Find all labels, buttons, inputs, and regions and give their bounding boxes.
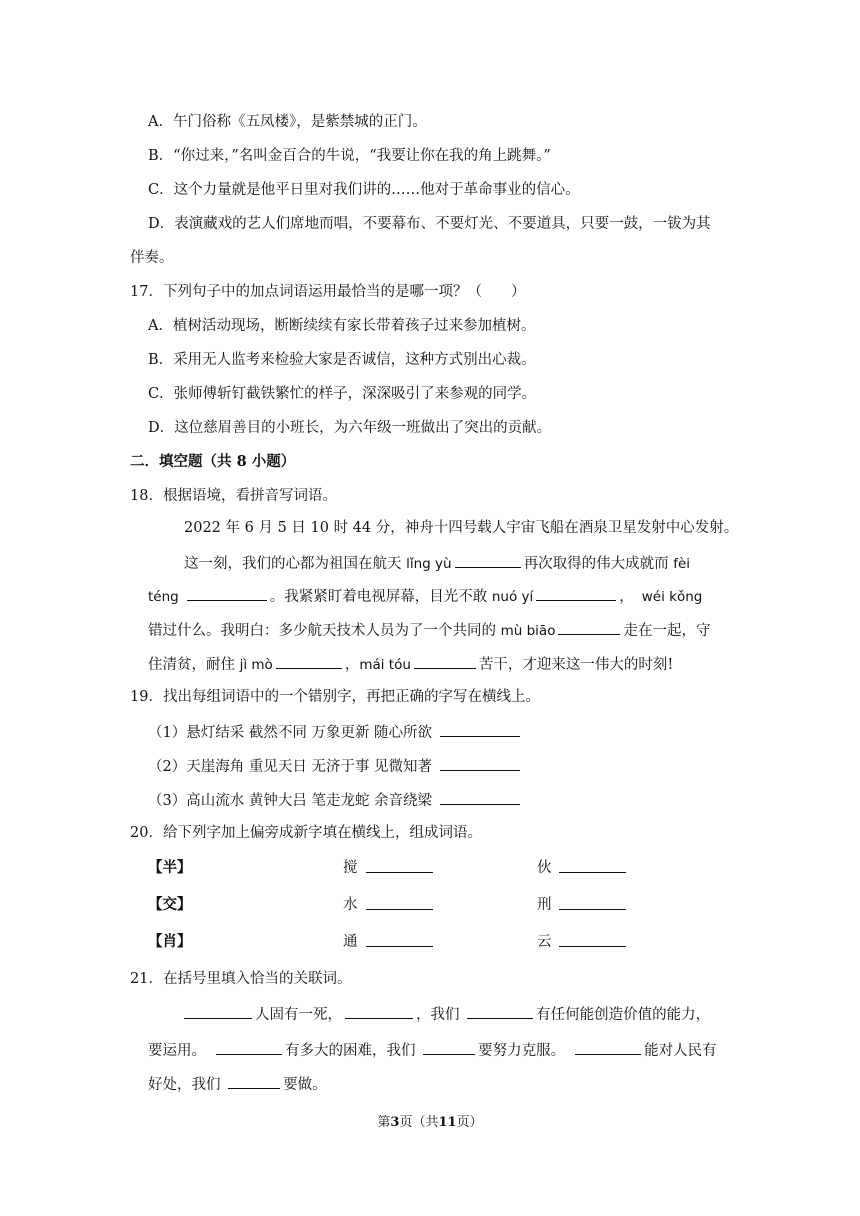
q21-blank-3[interactable] bbox=[467, 1003, 533, 1019]
answer-blank-2[interactable] bbox=[187, 585, 267, 601]
q20-row-1 bbox=[0, 858, 860, 878]
q19-blank-1[interactable] bbox=[440, 721, 520, 737]
section-suffix: 小题） bbox=[246, 453, 296, 470]
q20-word: 水 bbox=[343, 897, 358, 913]
answer-blank-4[interactable] bbox=[558, 619, 620, 635]
q20-char: 【半】 bbox=[148, 859, 192, 876]
pinyin-feiteng-1: fèi bbox=[673, 556, 690, 572]
q20-blank[interactable] bbox=[366, 946, 433, 947]
page-number: 3 bbox=[390, 1115, 400, 1130]
section-title: 填空题（共 bbox=[159, 453, 237, 470]
q21-blank-4[interactable] bbox=[216, 1039, 282, 1055]
q19-blank-3[interactable] bbox=[440, 789, 520, 805]
q20-row-3 bbox=[0, 932, 860, 952]
q17-option-d: D．这位慈眉善目的小班长，为六年级一班做出了突出的贡献。 bbox=[148, 420, 552, 436]
q21-blank-2[interactable] bbox=[345, 1003, 413, 1019]
q17-stem: 17．下列句子中的加点词语运用最恰当的是哪一项？（ ） bbox=[130, 284, 526, 300]
q16-option-d-cont: 伴奏。 bbox=[130, 250, 174, 266]
q17-option-c: C．张师傅斩钉截铁繁忙的样子，深深吸引了来参观的同学。 bbox=[148, 386, 537, 402]
q16-option-b: B．“你过来，”名叫金百合的牛说，“我要让你在我的角上跳舞。” bbox=[148, 148, 551, 164]
q21-blank-7[interactable] bbox=[228, 1073, 280, 1089]
pinyin-feiteng-2: téng bbox=[148, 589, 179, 605]
q18-paragraph-line2: 这一刻，我们的心都为祖国在航天 lǐng yù 再次取得的伟大成就而 fèi bbox=[184, 552, 690, 574]
q19-item-2: （2）天崖海角 重见天日 无济于事 见微知著 bbox=[148, 755, 523, 777]
q19-item-1: （1）悬灯结采 截然不同 万象更新 随心所欲 bbox=[148, 721, 523, 743]
q20-word: 通 bbox=[343, 934, 358, 950]
q20-word: 搅 bbox=[343, 860, 358, 876]
q20-row-2 bbox=[0, 895, 860, 915]
q20-blank[interactable] bbox=[366, 872, 433, 873]
answer-blank-6[interactable] bbox=[414, 653, 476, 669]
q21-line2: 要运用。 有多大的困难，我们 要努力克服。 能对人民有 bbox=[148, 1039, 717, 1061]
q20-blank[interactable] bbox=[559, 872, 626, 873]
pinyin-maitou: mái tóu bbox=[359, 657, 411, 673]
pinyin-mubiao: mù biāo bbox=[500, 623, 556, 639]
q20-char: 【肖】 bbox=[148, 933, 192, 950]
page-footer: 第3页（共11页） bbox=[377, 1115, 483, 1130]
pinyin-lingyu: lǐng yù bbox=[406, 556, 452, 572]
q21-line3: 好处，我们 要做。 bbox=[148, 1073, 327, 1095]
answer-blank-1[interactable] bbox=[455, 552, 521, 568]
q17-option-a: A．植树活动现场，断断续续有家长带着孩子过来参加植树。 bbox=[148, 318, 536, 334]
q20-stem: 20．给下列字加上偏旁成新字填在横线上，组成词语。 bbox=[130, 825, 482, 841]
q18-paragraph-line1: 2022 年 6 月 5 日 10 时 44 分，神舟十四号载人宇宙飞船在酒泉卫星发射中心发射。 bbox=[184, 520, 739, 536]
section-number: 二． bbox=[130, 453, 159, 470]
q21-blank-6[interactable] bbox=[575, 1039, 641, 1055]
q19-blank-2[interactable] bbox=[440, 755, 520, 771]
q21-blank-5[interactable] bbox=[423, 1039, 475, 1055]
q21-stem: 21．在括号里填入恰当的关联词。 bbox=[130, 971, 352, 987]
q20-word: 云 bbox=[537, 934, 552, 950]
q19-item-3: （3）高山流水 黄钟大吕 笔走龙蛇 余音绕梁 bbox=[148, 789, 523, 811]
q21-line1: 人固有一死， ，我们 有任何能创造价值的能力， bbox=[184, 1003, 710, 1025]
q20-word: 伙 bbox=[537, 860, 552, 876]
q20-char: 【交】 bbox=[148, 896, 192, 913]
answer-blank-3[interactable] bbox=[536, 585, 616, 601]
q20-blank[interactable] bbox=[559, 946, 626, 947]
pinyin-jimo: jì mò bbox=[239, 657, 273, 673]
q16-option-a: A．午门俗称《五凤楼》，是紫禁城的正门。 bbox=[148, 114, 427, 130]
q18-stem: 18．根据语境，看拼音写词语。 bbox=[130, 488, 337, 504]
pinyin-nuoyi: nuó yí bbox=[491, 589, 534, 605]
section-count: 8 bbox=[236, 453, 247, 470]
section-heading bbox=[130, 452, 295, 472]
q20-blank[interactable] bbox=[366, 909, 433, 910]
q18-paragraph-line3: téng 。我紧紧盯着电视屏幕，目光不敢 nuó yí ， wéi kǒng bbox=[148, 585, 702, 607]
page-total: 11 bbox=[438, 1115, 457, 1130]
q19-stem: 19．找出每组词语中的一个错别字，再把正确的字写在横线上。 bbox=[130, 689, 540, 705]
pinyin-weikong: wéi kǒng bbox=[641, 589, 703, 605]
q20-blank[interactable] bbox=[559, 909, 626, 910]
q20-word: 刑 bbox=[537, 897, 552, 913]
q16-option-c: C．这个力量就是他平日里对我们讲的……他对于革命事业的信心。 bbox=[148, 182, 580, 198]
q17-option-b: B．采用无人监考来检验大家是否诚信，这种方式别出心裁。 bbox=[148, 352, 536, 368]
q18-paragraph-line5: 住清贫，耐住 jì mò ，mái tóu 苦干，才迎来这一伟大的时刻! bbox=[148, 653, 673, 675]
q21-blank-1[interactable] bbox=[184, 1003, 252, 1019]
answer-blank-5[interactable] bbox=[276, 653, 342, 669]
q16-option-d: D．表演藏戏的艺人们席地而唱，不要幕布、不要灯光、不要道具，只要一鼓，一钹为其 bbox=[148, 216, 711, 232]
q18-paragraph-line4: 错过什么。我明白：多少航天技术人员为了一个共同的 mù biāo 走在一起，守 bbox=[148, 619, 710, 641]
